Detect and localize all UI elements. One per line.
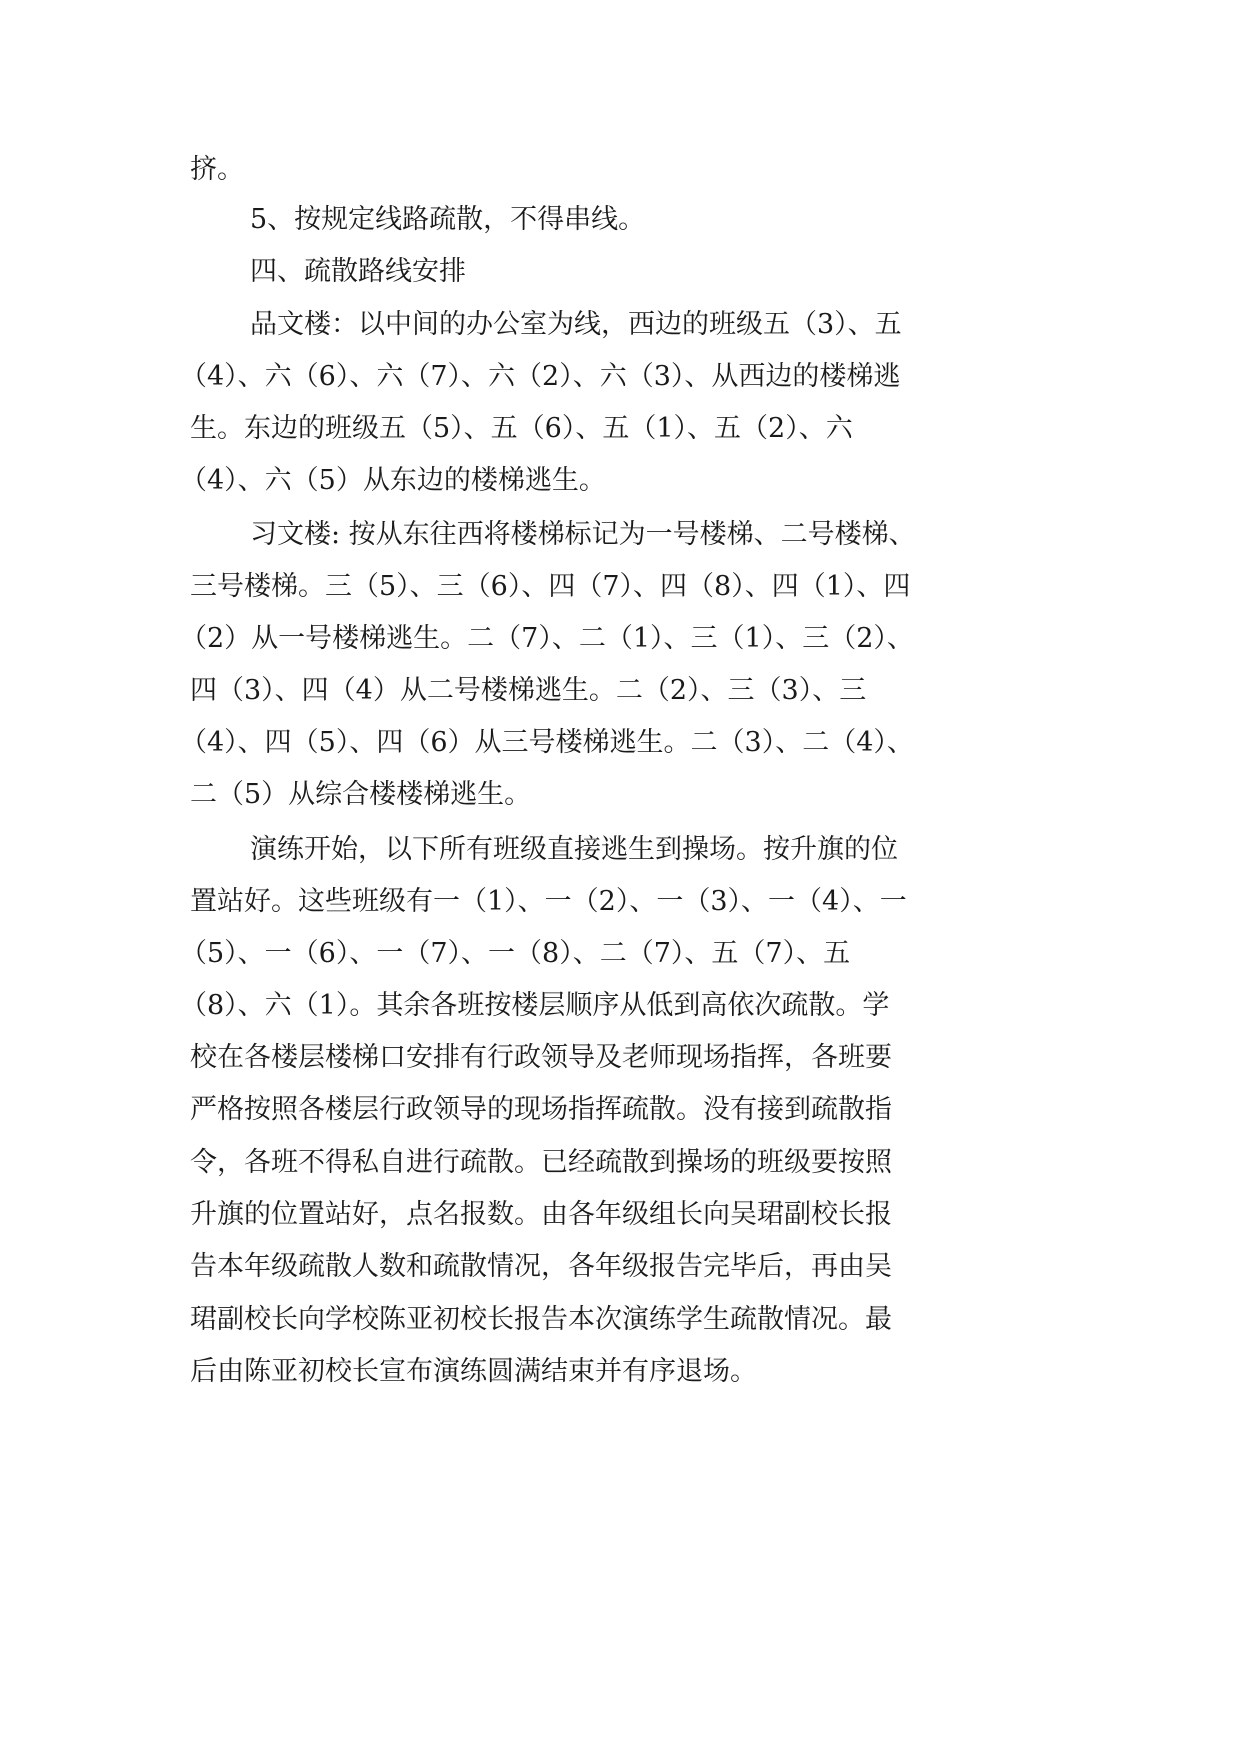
text-line: 珺副校长向学校陈亚初校长报告本次演练学生疏散情况。最 [190, 1304, 892, 1335]
text-line: 品文楼：以中间的办公室为线，西边的班级五（3）、五 [250, 309, 902, 340]
text-line: （8）、六（1）。其余各班按楼层顺序从低到高依次疏散。学 [180, 990, 890, 1021]
text-line: 习文楼: 按从东往西将楼梯标记为一号楼梯、二号楼梯、 [250, 519, 916, 550]
text-line: 后由陈亚初校长宣布演练圆满结束并有序退场。 [190, 1356, 757, 1387]
text-line: 二（5）从综合楼楼梯逃生。 [190, 779, 532, 810]
text-line: 置站好。这些班级有一（1）、一（2）、一（3）、一（4）、一 [190, 886, 907, 917]
text-line: （5）、一（6）、一（7）、一（8）、二（7）、五（7）、五 [180, 938, 851, 969]
text-line: 告本年级疏散人数和疏散情况，各年级报告完毕后，再由吴 [190, 1251, 892, 1282]
text-line: （4）、四（5）、四（6）从三号楼梯逃生。二（3）、二（4）、 [180, 727, 914, 758]
text-line: 三号楼梯。三（5）、三（6）、四（7）、四（8）、四（1）、四 [190, 571, 911, 602]
text-line: 严格按照各楼层行政领导的现场指挥疏散。没有接到疏散指 [190, 1094, 892, 1125]
text-line: （4）、六（6）、六（7）、六（2）、六（3）、从西边的楼梯逃 [180, 361, 901, 392]
text-line: （4）、六（5）从东边的楼梯逃生。 [180, 465, 606, 496]
text-line: 生。东边的班级五（5）、五（6）、五（1）、五（2）、六 [190, 413, 853, 444]
text-line: 升旗的位置站好，点名报数。由各年级组长向吴珺副校长报 [190, 1199, 892, 1230]
text-line: 挤。 [190, 154, 244, 185]
text-line: （2）从一号楼梯逃生。二（7）、二（1）、三（1）、三（2）、 [180, 623, 914, 654]
text-line: 四（3）、四（4）从二号楼梯逃生。二（2）、三（3）、三 [190, 675, 867, 706]
list-item-5: 5、按规定线路疏散，不得串线。 [250, 204, 646, 235]
text-line: 令，各班不得私自进行疏散。已经疏散到操场的班级要按照 [190, 1147, 892, 1178]
text-line: 演练开始，以下所有班级直接逃生到操场。按升旗的位 [250, 834, 898, 865]
text-line: 校在各楼层楼梯口安排有行政领导及老师现场指挥，各班要 [190, 1042, 892, 1073]
section-heading-4: 四、疏散路线安排 [250, 256, 466, 287]
